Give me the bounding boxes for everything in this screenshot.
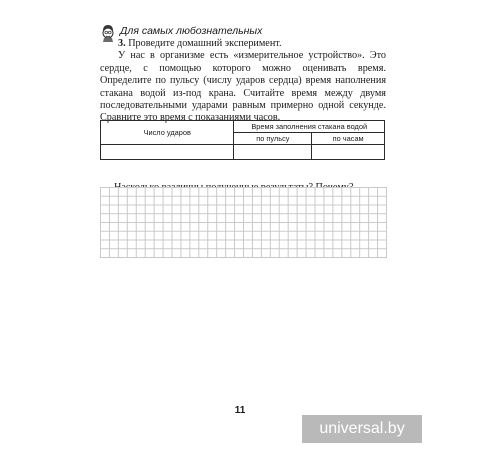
cell-pulse[interactable] [234,145,312,160]
table-header-row [101,121,385,133]
answer-grid[interactable] [100,187,387,258]
page-number: 11 [234,405,246,416]
task-heading-line [100,38,386,50]
task-number: 3. [118,38,126,49]
col-time-header: Время заполнения стакана водой [234,121,385,133]
task-block [100,38,386,125]
task-body: У нас в организме есть «измерительное устройство». Это сердце, с помощью которого можно оценивать время. Определите по пульсу (числу ударов сердца) время наполнения стакана водой из-под крана. Считайте время между двумя последовательными ударами равным примерно одной секунде. Сравните это время с показаниями часов. [100,50,386,124]
col-beats-header: Число ударов [101,121,234,145]
col-pulse-header: по пульсу [234,133,312,145]
col-clock-header: по часам [312,133,385,145]
results-table [100,120,385,160]
table-row [101,145,385,160]
watermark: universal.by [302,415,422,443]
task-heading: Проведите домашний эксперимент. [128,38,282,49]
section-title: Для самых любознательных [120,25,263,37]
cell-beats[interactable] [101,145,234,160]
cell-clock[interactable] [312,145,385,160]
